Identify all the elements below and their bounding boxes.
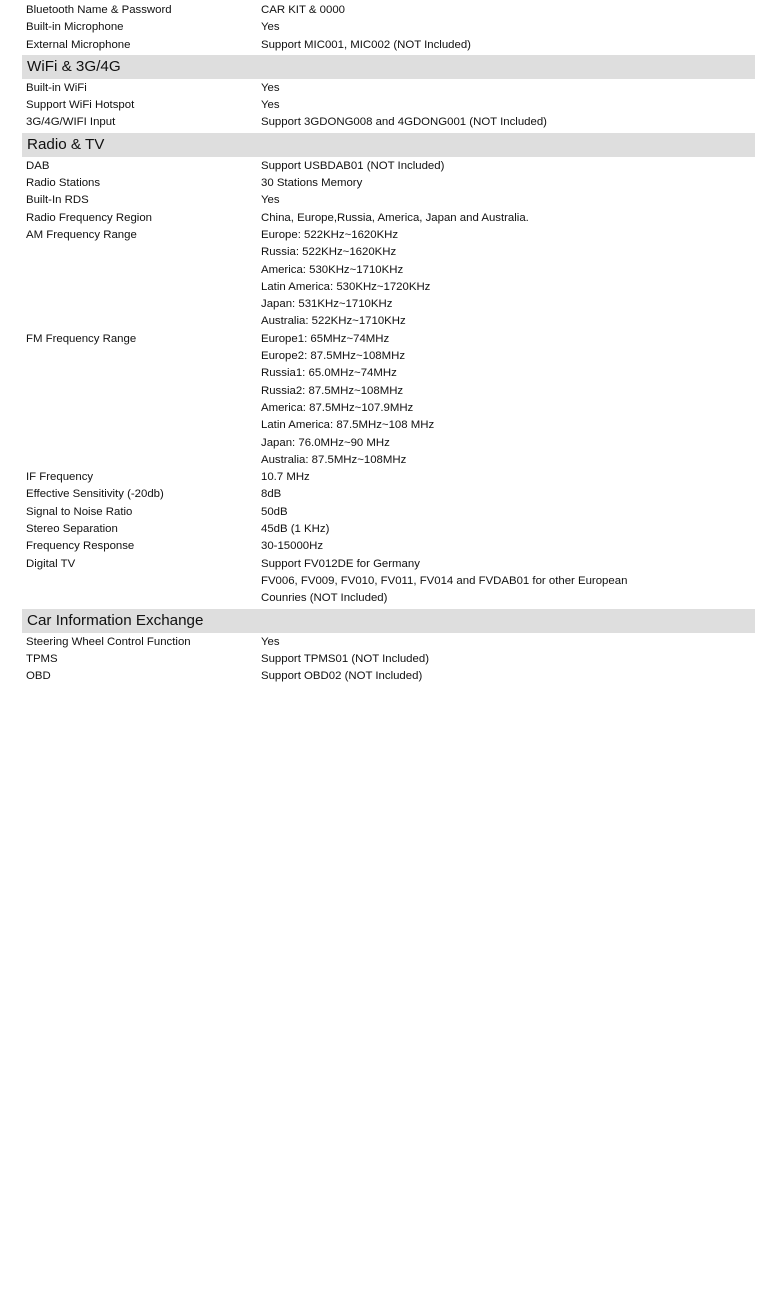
spec-row <box>22 2 755 19</box>
spec-key: Steering Wheel Control Function <box>26 635 191 648</box>
spec-row <box>22 668 755 685</box>
spec-key: Radio Frequency Region <box>26 211 153 224</box>
spec-value: Yes <box>261 635 280 648</box>
spec-value: CAR KIT & 0000 <box>261 4 345 16</box>
spec-row <box>22 97 755 114</box>
spec-row <box>22 37 755 54</box>
spec-key: Bluetooth Name & Password <box>26 4 172 16</box>
spec-value: 8dB <box>261 488 282 501</box>
spec-key: Built-In RDS <box>26 194 89 207</box>
section-car-info <box>22 609 755 686</box>
spec-key: IF Frequency <box>26 471 94 484</box>
spec-key: OBD <box>26 670 51 683</box>
spec-key: Effective Sensitivity (-20db) <box>26 488 164 501</box>
spec-key: Frequency Response <box>26 540 135 553</box>
spec-key: TPMS <box>26 652 58 665</box>
spec-value: Yes <box>261 21 280 34</box>
spec-value: 30 Stations Memory <box>261 177 363 190</box>
spec-row <box>22 192 755 209</box>
spec-key: Radio Stations <box>26 177 101 190</box>
spec-key: FM Frequency Range <box>26 332 137 345</box>
section-bluetooth <box>22 2 755 54</box>
spec-value: 50dB <box>261 505 288 518</box>
spec-value: Europe1: 65MHz~74MHz Europe2: 87.5MHz~108MHz Russia1: 65.0MHz~74MHz Russia2: 87.5MHz~108MHz America: 87.5MHz~107.9MHz Latin America: 87.5MHz~108 MHz Japan: 76.0MHz~90 MHz Australia: 87.5MHz~108MHz <box>261 332 435 466</box>
spec-value: 30-15000Hz <box>261 540 324 553</box>
spec-value: 10.7 MHz <box>261 471 310 484</box>
spec-row <box>22 634 755 651</box>
spec-row <box>22 210 755 227</box>
spec-key: Built-in WiFi <box>26 81 87 94</box>
spec-value: Support TPMS01 (NOT Included) <box>261 652 429 665</box>
spec-row <box>22 486 755 503</box>
spec-value: China, Europe,Russia, America, Japan and Australia. <box>261 211 529 224</box>
spec-value: Yes <box>261 99 280 112</box>
section-header: Radio & TV <box>22 133 755 157</box>
spec-value: Europe: 522KHz~1620KHz Russia: 522KHz~1620KHz America: 530KHz~1710KHz Latin America: 530KHz~1720KHz Japan: 531KHz~1710KHz Australia: 522KHz~1710KHz <box>261 228 431 328</box>
spec-value: Support FV012DE for Germany FV006, FV009, FV010, FV011, FV014 and FVDAB01 for other European Counries (NOT Included) <box>261 557 628 605</box>
spec-value: Support 3GDONG008 and 4GDONG001 (NOT Included) <box>261 116 547 129</box>
spec-row <box>22 114 755 131</box>
spec-value: Support MIC001, MIC002 (NOT Included) <box>261 38 471 51</box>
section-wifi <box>22 55 755 132</box>
spec-key: Signal to Noise Ratio <box>26 505 133 518</box>
spec-row <box>22 227 755 331</box>
spec-row <box>22 80 755 97</box>
spec-key: AM Frequency Range <box>26 228 137 241</box>
spec-key: 3G/4G/WIFI Input <box>26 116 116 129</box>
spec-value: Support USBDAB01 (NOT Included) <box>261 159 445 172</box>
section-radio-tv <box>22 133 755 608</box>
spec-key: DAB <box>26 159 50 172</box>
spec-row <box>22 469 755 486</box>
spec-row <box>22 504 755 521</box>
spec-row <box>22 651 755 668</box>
spec-row <box>22 175 755 192</box>
spec-key: External Microphone <box>26 38 131 51</box>
section-header: Car Information Exchange <box>22 609 755 633</box>
spec-key: Digital TV <box>26 557 76 570</box>
spec-row <box>22 556 755 608</box>
spec-value: Support OBD02 (NOT Included) <box>261 670 423 683</box>
spec-row <box>22 158 755 175</box>
spec-value: 45dB (1 KHz) <box>261 523 330 536</box>
spec-row <box>22 331 755 469</box>
spec-row <box>22 521 755 538</box>
spec-key: Built-in Microphone <box>26 21 124 34</box>
section-header: WiFi & 3G/4G <box>22 55 755 79</box>
spec-row <box>22 19 755 36</box>
spec-key: Support WiFi Hotspot <box>26 99 135 112</box>
spec-value: Yes <box>261 194 280 207</box>
spec-row <box>22 538 755 555</box>
spec-sheet <box>22 2 755 685</box>
spec-key: Stereo Separation <box>26 523 118 536</box>
spec-value: Yes <box>261 81 280 94</box>
